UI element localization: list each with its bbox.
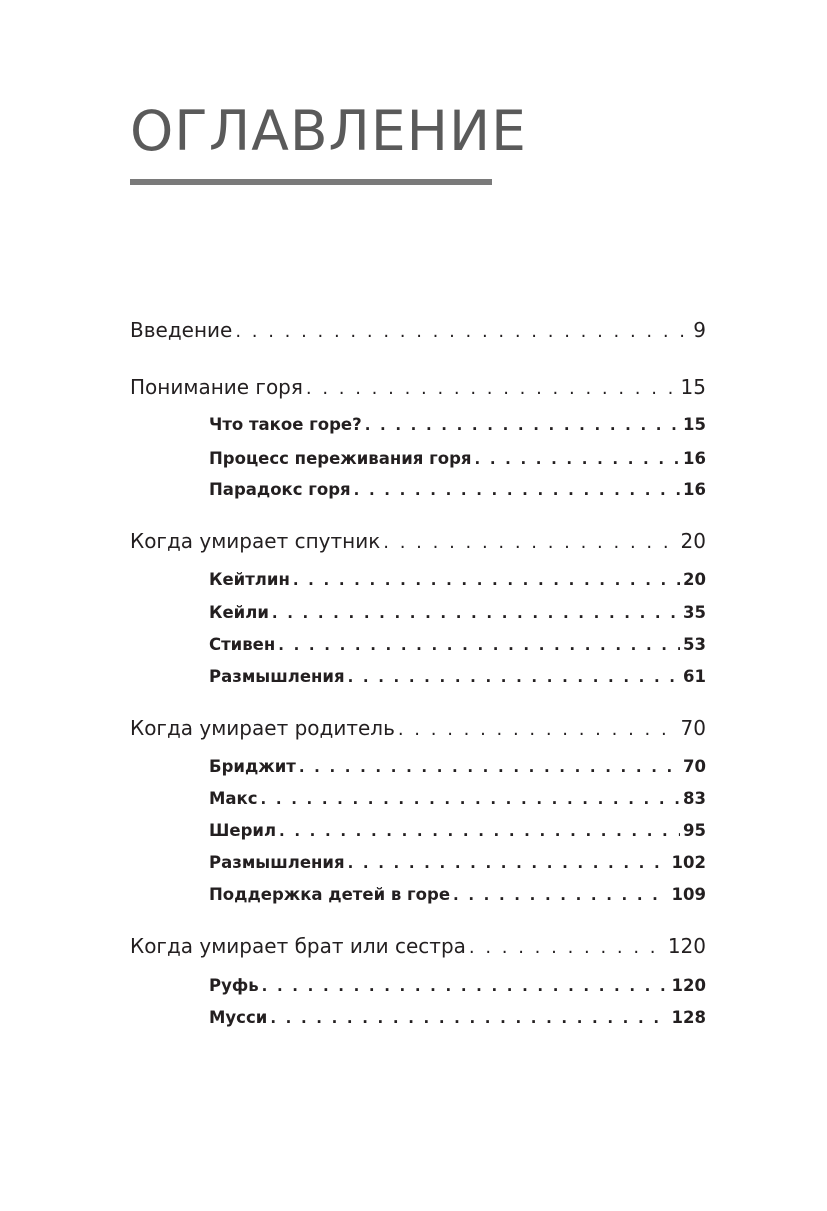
toc-entry[interactable] — [209, 667, 706, 686]
toc-label: Размышления — [209, 853, 345, 872]
toc-page-number: 15 — [680, 375, 706, 399]
toc-entry[interactable] — [209, 415, 706, 434]
toc-label: Мусси — [209, 1008, 268, 1027]
dot-leader — [293, 571, 680, 589]
toc-entry[interactable] — [209, 480, 706, 499]
toc-page-number: 83 — [683, 789, 706, 808]
toc-page-number: 102 — [671, 853, 706, 872]
page-title: ОГЛАВЛЕНИЕ — [130, 99, 527, 163]
dot-leader — [365, 416, 680, 434]
toc-page-number: 9 — [693, 318, 706, 342]
dot-leader — [261, 790, 680, 808]
toc-entry[interactable] — [209, 635, 706, 654]
toc-label: Парадокс горя — [209, 480, 351, 499]
dot-leader — [278, 636, 680, 654]
dot-leader — [453, 886, 669, 904]
toc-entry[interactable] — [209, 1008, 706, 1027]
toc-page-number: 128 — [671, 1008, 706, 1027]
toc-page-number: 16 — [683, 449, 706, 468]
toc-entry[interactable] — [209, 570, 706, 589]
toc-page-number: 35 — [683, 603, 706, 622]
dot-leader — [348, 854, 669, 872]
toc-entry[interactable] — [209, 603, 706, 622]
toc-label: Введение — [130, 318, 233, 342]
toc-label: Размышления — [209, 667, 345, 686]
dot-leader — [348, 668, 680, 686]
toc-chapter[interactable] — [130, 318, 706, 342]
toc-page-number: 20 — [680, 529, 706, 553]
toc-label: Шерил — [209, 821, 277, 840]
dot-leader — [272, 604, 680, 622]
toc-label: Понимание горя — [130, 375, 303, 399]
toc-page-number: 53 — [683, 635, 706, 654]
toc-page-number: 20 — [683, 570, 706, 589]
toc-page-number: 61 — [683, 667, 706, 686]
toc-label: Процесс переживания горя — [209, 449, 472, 468]
toc-label: Макс — [209, 789, 258, 808]
toc-entry[interactable] — [209, 976, 706, 995]
dot-leader — [469, 937, 665, 958]
toc-entry[interactable] — [209, 789, 706, 808]
toc-label: Когда умирает спутник — [130, 529, 381, 553]
toc-page-number: 70 — [680, 716, 706, 740]
dot-leader — [306, 378, 678, 399]
toc-page-number: 120 — [671, 976, 706, 995]
toc-entry[interactable] — [209, 757, 706, 776]
toc-label: Когда умирает родитель — [130, 716, 395, 740]
toc-label: Поддержка детей в горе — [209, 885, 451, 904]
dot-leader — [262, 977, 669, 995]
toc-chapter[interactable] — [130, 375, 706, 399]
dot-leader — [270, 1009, 668, 1027]
toc-label: Руфь — [209, 976, 259, 995]
toc-label: Стивен — [209, 635, 276, 654]
dot-leader — [475, 450, 681, 468]
dot-leader — [279, 822, 680, 840]
dot-leader — [398, 719, 678, 740]
toc-label: Кейтлин — [209, 570, 290, 589]
toc-page-number: 95 — [683, 821, 706, 840]
dot-leader — [235, 321, 690, 342]
toc-page-number: 109 — [671, 885, 706, 904]
dot-leader — [383, 532, 677, 553]
dot-leader — [299, 758, 680, 776]
toc-label: Кейли — [209, 603, 269, 622]
toc-chapter[interactable] — [130, 716, 706, 740]
toc-page-number: 16 — [683, 480, 706, 499]
toc-entry[interactable] — [209, 853, 706, 872]
dot-leader — [354, 481, 680, 499]
title-underline — [130, 179, 492, 185]
toc-chapter[interactable] — [130, 529, 706, 553]
toc-page-number: 70 — [683, 757, 706, 776]
toc-entry[interactable] — [209, 885, 706, 904]
toc-page-number: 15 — [683, 415, 706, 434]
toc-entry[interactable] — [209, 449, 706, 468]
toc-label: Что такое горе? — [209, 415, 362, 434]
toc-chapter[interactable] — [130, 934, 706, 958]
toc-label: Бриджит — [209, 757, 296, 776]
toc-label: Когда умирает брат или сестра — [130, 934, 466, 958]
toc-page-number: 120 — [667, 934, 706, 958]
toc-entry[interactable] — [209, 821, 706, 840]
